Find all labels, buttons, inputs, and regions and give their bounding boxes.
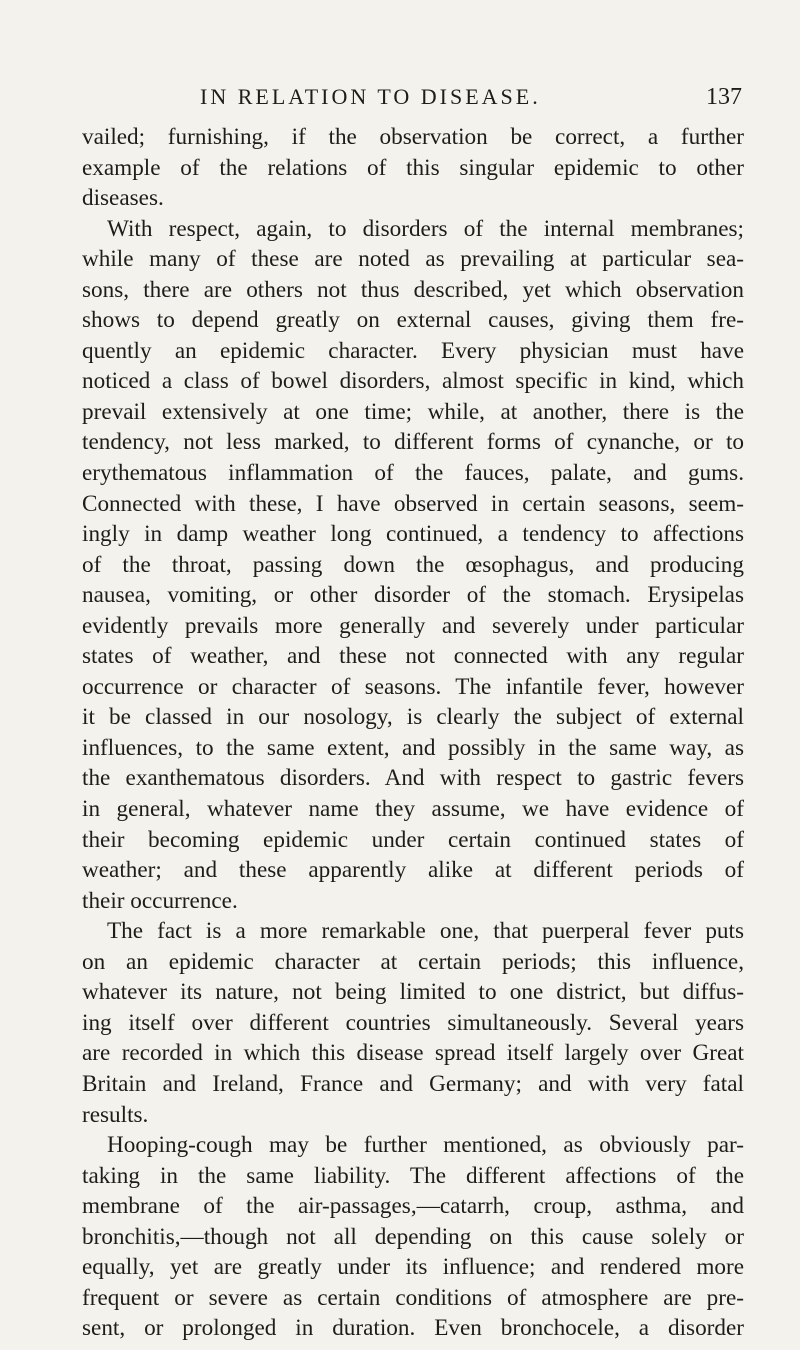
- text-line: Hooping-cough may be further mentioned, as obviously par-: [107, 1132, 744, 1159]
- text-line: whatever its nature, not being limited to one district, but diffus-: [82, 979, 744, 1006]
- text-line: The fact is a more remarkable one, that puerperal fever puts: [107, 918, 744, 945]
- text-line: vailed; furnishing, if the observation be correct, a further: [82, 124, 744, 150]
- text-line: it be classed in our nosology, is clearly the subject of external: [82, 704, 744, 731]
- text-line: their occurrence.: [82, 887, 238, 914]
- running-header: [82, 84, 742, 114]
- text-line: on an epidemic character at certain periods; this influence,: [82, 948, 744, 975]
- text-line: evidently prevails more generally and severely under particular: [82, 612, 744, 639]
- text-line: the exanthematous disorders. And with respect to gastric fevers: [82, 765, 744, 792]
- text-line: in general, whatever name they assume, we have evidence of: [82, 796, 744, 823]
- text-line: while many of these are noted as prevailing at particular sea-: [82, 246, 744, 273]
- body-text: [82, 122, 744, 1344]
- text-line: noticed a class of bowel disorders, almost specific in kind, which: [82, 368, 744, 395]
- text-line: nausea, vomiting, or other disorder of the stomach. Erysipelas: [82, 582, 744, 609]
- text-line: quently an epidemic character. Every physician must have: [82, 337, 744, 364]
- text-line: ingly in damp weather long continued, a tendency to affections: [82, 521, 744, 548]
- text-line: equally, yet are greatly under its influence; and rendered more: [82, 1254, 744, 1281]
- text-line: ing itself over different countries simultaneously. Several years: [82, 1009, 744, 1036]
- text-line: With respect, again, to disorders of the internal membranes;: [107, 215, 744, 242]
- text-line: bronchitis,—though not all depending on this cause solely or: [82, 1223, 744, 1250]
- text-line: taking in the same liability. The different affections of the: [82, 1162, 744, 1189]
- text-line: occurrence or character of seasons. The infantile fever, however: [82, 673, 744, 700]
- text-line: tendency, not less marked, to different forms of cynanche, or to: [82, 429, 744, 456]
- text-line: their becoming epidemic under certain continued states of: [82, 826, 744, 853]
- text-line: membrane of the air-passages,—catarrh, croup, asthma, and: [82, 1193, 744, 1220]
- text-line: are recorded in which this disease spread itself largely over Great: [82, 1040, 744, 1067]
- text-line: sons, there are others not thus described, yet which observation: [82, 276, 744, 303]
- text-line: frequent or severe as certain conditions of atmosphere are pre-: [82, 1284, 744, 1311]
- text-line: weather; and these apparently alike at different periods of: [82, 857, 744, 884]
- text-line: of the throat, passing down the œsophagus, and producing: [82, 551, 744, 578]
- text-line: shows to depend greatly on external causes, giving them fre-: [82, 307, 744, 334]
- text-line: sent, or prolonged in duration. Even bronchocele, a disorder: [82, 1315, 744, 1342]
- text-line: Britain and Ireland, France and Germany; and with very fatal: [82, 1070, 744, 1097]
- text-line: diseases.: [82, 185, 164, 212]
- running-title: IN RELATION TO DISEASE.: [200, 84, 541, 109]
- text-line: erythematous inflammation of the fauces, palate, and gums.: [82, 460, 744, 487]
- text-line: results.: [82, 1101, 149, 1128]
- text-line: influences, to the same extent, and possibly in the same way, as: [82, 734, 744, 761]
- text-line: prevail extensively at one time; while, at another, there is the: [82, 398, 744, 425]
- text-line: states of weather, and these not connected with any regular: [82, 643, 744, 670]
- text-line: example of the relations of this singular epidemic to other: [82, 154, 744, 181]
- text-line: Connected with these, I have observed in certain seasons, seem-: [82, 490, 744, 517]
- page-number: 137: [706, 84, 742, 110]
